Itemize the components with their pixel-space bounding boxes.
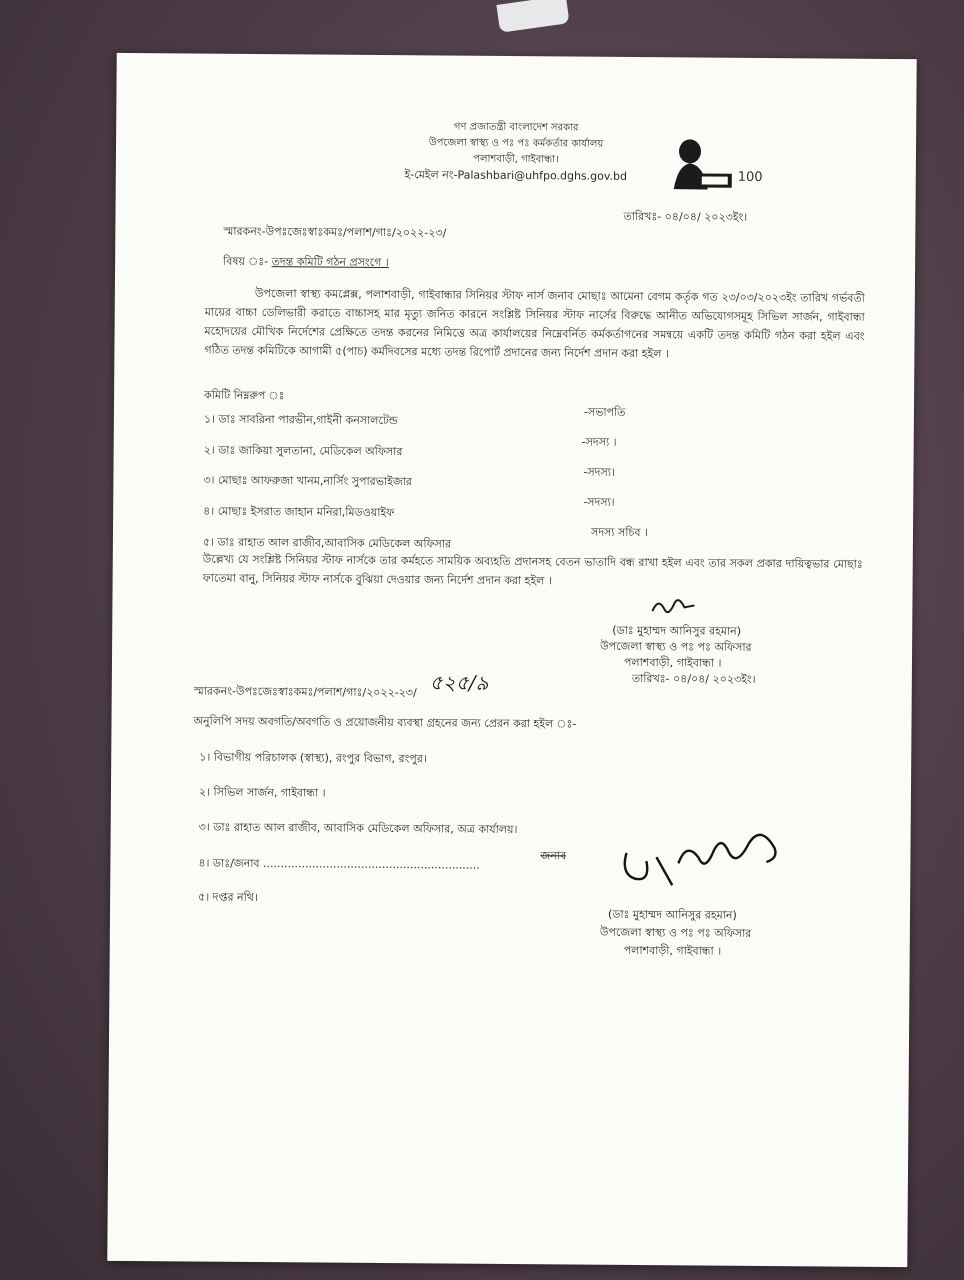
signature1-title: উপজেলা স্বাস্থ্য ও পঃ পঃ অফিসার [600,639,752,654]
subject-line [223,254,389,270]
note-paragraph: উল্লেখ্য যে সংশ্লিষ্ট সিনিয়র স্টাফ নার্সকে তার কর্মহতে সাময়িক অব্যহতি প্রদানসহ বেতন ভাতাদি বন্ধ রাখা হইল এবং তার সকল প্রকার দায়িত্বভার মোছাঃ ফাতেমা বানু, সিনিয়র স্টাফ নার্সকে বুঝিয়া দেওয়ার জন্য নির্দেশ প্রদান করা হইল । [202,552,863,588]
committee-member-name: ১। ডাঃ সাবরিনা পারভীন,গাইনী কনসালটেন্ড [203,412,398,428]
copy-item: ৪। ডাঃ/জনাব .............................................................. [198,856,480,872]
body-paragraph: উপজেলা স্বাস্থ্য কমপ্লেক্স, পলাশবাড়ী, গাইবান্ধার সিনিয়র স্টাফ নার্স জনাব মোছাঃ আমেনা বেগম কর্তৃক গত ২৩/০৩/২০২৩ইং তারিখ গর্ভবতী মায়ের বাচ্চা ডেলিভারী করাতে বাচ্চাসহ মার মৃত্যু জনিত কারনে সংশ্লিষ্ট সিনিয়র স্টাফ নার্সের বিরুদ্ধে আনীত অভিযোগসমূহ সিভিল সার্জন, গাইবান্ধা মহোদয়ের মৌখিক নির্দেশের প্রেক্ষিতে তদন্ত করনের নিমিত্তে অত্র কার্যালয়ের নিম্নেবর্নিত কর্মকর্তাগনের সমন্বয়ে একটি তদন্ত কমিটি গঠন করা হইল এবং গঠিত তদন্ত কমিটিকে আগামী ৫(পাচ) কর্মদিবসের মধ্যে তদন্ত রিপোর্ট প্রদানের জন্য নির্দেশ প্রদান করা হইল । [204,286,865,361]
copy-item: ২। সিভিল সার্জন, গাইবান্ধা । [198,785,326,800]
header-place: পলাশবাড়ী, গাইবান্ধা। [473,153,559,166]
signature2-name: (ডাঃ মুহাম্মদ আনিসুর রহমান) [607,907,737,922]
memo2-handwritten-number: ৫২৫/৯ [429,670,489,695]
memo2-ref: স্মারকনং-উপঃজেঃস্বাঃকমঃ/পলাশ/গাঃ/২০২২-২৩/ [193,684,417,700]
committee-member-name: ৫। ডাঃ রাহাত আল রাজীব,আবাসিক মেডিকেল অফিসার [202,535,452,551]
committee-member-role: -সভাপতি [583,405,626,419]
memo-ref: স্মারকনং-উপঃজেঃস্বাঃকমঃ/পলাশ/গাঃ/২০২২-২৩/ [223,224,447,240]
committee-heading: কমিটি নিম্নরুপ ঃ [204,388,285,403]
signature2-scribble [616,813,787,898]
signature1-date: তারিখঃ- ০৪/০৪/ ২০২৩ইং। [631,671,756,686]
signature1-name: (ডাঃ মুহাম্মদ আনিসুর রহমান) [612,623,742,638]
copy-item: ১। বিভাগীয় পরিচালক (স্বাস্থ্য), রংপুর বিভাগ, রংপুর। [199,750,427,766]
copy-item: ৫। দপ্তর নথি। [198,890,258,905]
logo-text: 100 [737,169,763,185]
committee-member-name: ৩। মোছাঃ আফরুজা খানম,নার্সিং সুপারভাইজার [203,473,412,489]
signature2-place: পলাশবাড়ী, গাইবান্ধা । [623,943,722,958]
copy-struck-text: জনাব [540,849,567,863]
copy-item: ৩। ডাঃ রাহাত আল রাজীব, আবাসিক মেডিকেল অফিসার, অত্র কার্যালয়। [198,820,518,837]
committee-member-role: -সদস্য। [583,495,615,509]
header-office: উপজেলা স্বাস্থ্য ও পঃ পঃ কর্মকর্তার কার্যালয় [428,137,604,150]
memo-date: তারিখঃ- ০৪/০৪/ ২০২৩ইং। [623,209,748,224]
document-page [107,53,916,1267]
copy-intro: অনুলিপি সদয় অবগতি/অবগতি ও প্রয়োজনীয় ব্যবস্থা গ্রহনের জন্য প্রেরন করা হইল ঃ- [193,714,577,731]
header-govt: গণ প্রজাতন্ত্রী বাংলাদেশ সরকার [453,121,579,134]
subject-label: বিষয় ঃ- [223,254,269,269]
committee-member-role: সদস্য সচিব । [590,525,648,540]
cloth-corner [496,0,569,33]
committee-member-role: -সদস্য। [583,465,615,479]
header-email: ই-মেইল নং-Palashbari@uhfpo.dghs.gov.bd [404,168,628,183]
committee-member-name: ২। ডাঃ জাকিয়া সুলতানা, মেডিকেল অফিসার [203,443,403,459]
mujib-borsho-logo-icon [668,133,770,190]
committee-member-role: -সদস্য । [581,435,617,449]
subject-text: তদন্ত কমিটি গঠন প্রসংগে । [271,255,389,270]
signature1-place: পলাশবাড়ী, গাইবান্ধা । [623,655,722,670]
signature-scribble [648,593,698,620]
signature2-title: উপজেলা স্বাস্থ্য ও পঃ পঃ অফিসার [599,925,752,940]
committee-member-name: ৪। মোছাঃ ইসরাত জাহান মনিরা,মিডওয়াইফ [203,504,395,520]
